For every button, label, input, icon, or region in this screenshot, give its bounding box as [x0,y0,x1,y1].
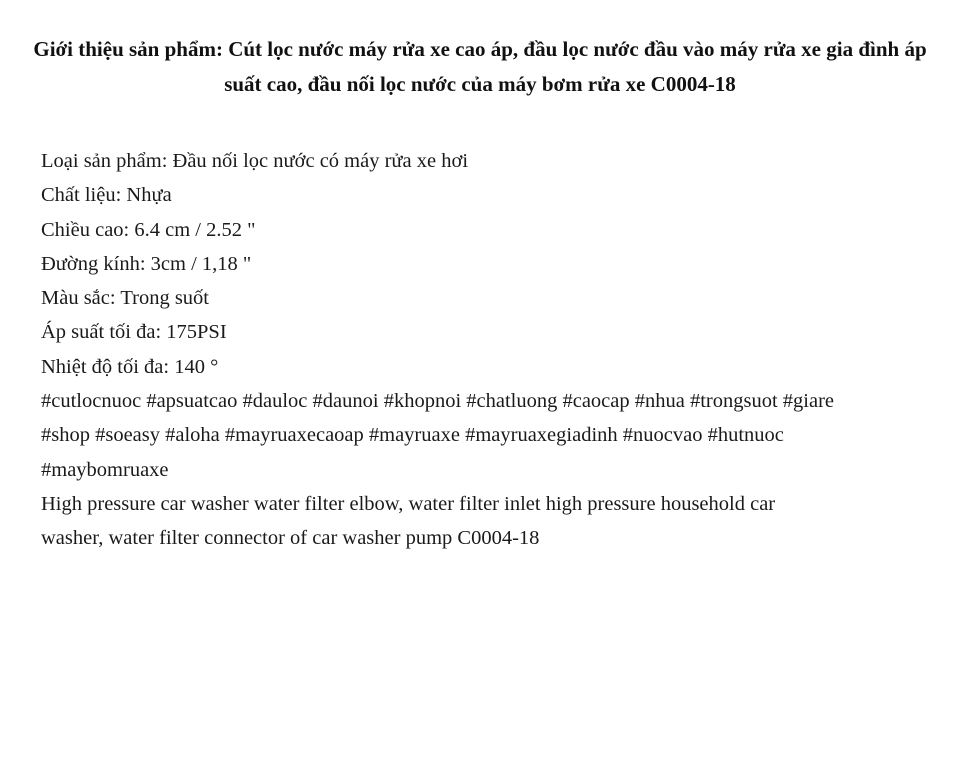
spec-color: Màu sắc: Trong suốt [41,287,210,310]
spec-material: Chất liệu: Nhựa [41,184,172,207]
hashtags-line-3: #maybomruaxe [41,458,169,481]
english-description-line-2: washer, water filter connector of car washer pump C0004-18 [41,527,540,550]
product-details [41,144,941,556]
hashtags-line-2: #shop #soeasy #aloha #mayruaxecaoap #mayruaxe #mayruaxegiadinh #nuocvao #hutnuoc [41,424,784,447]
spec-max-pressure: Áp suất tối đa: 175PSI [41,321,227,344]
product-title: Giới thiệu sản phẩm: Cút lọc nước máy rửa xe cao áp, đầu lọc nước đầu vào máy rửa xe gia đình áp suất cao, đầu nối lọc nước của máy bơm rửa xe C0004-18 [33,37,927,96]
hashtags-line-1: #cutlocnuoc #apsuatcao #dauloc #daunoi #khopnoi #chatluong #caocap #nhua #trongsuot #giare [41,390,835,413]
spec-product-type: Loại sản phẩm: Đầu nối lọc nước có máy rửa xe hơi [41,150,469,172]
spec-height: Chiều cao: 6.4 cm / 2.52 " [41,218,256,241]
spec-max-temperature: Nhiệt độ tối đa: 140 ° [41,355,219,378]
english-description-line-1: High pressure car washer water filter elbow, water filter inlet high pressure household car [41,492,776,515]
spec-diameter: Đường kính: 3cm / 1,18 " [41,252,252,275]
